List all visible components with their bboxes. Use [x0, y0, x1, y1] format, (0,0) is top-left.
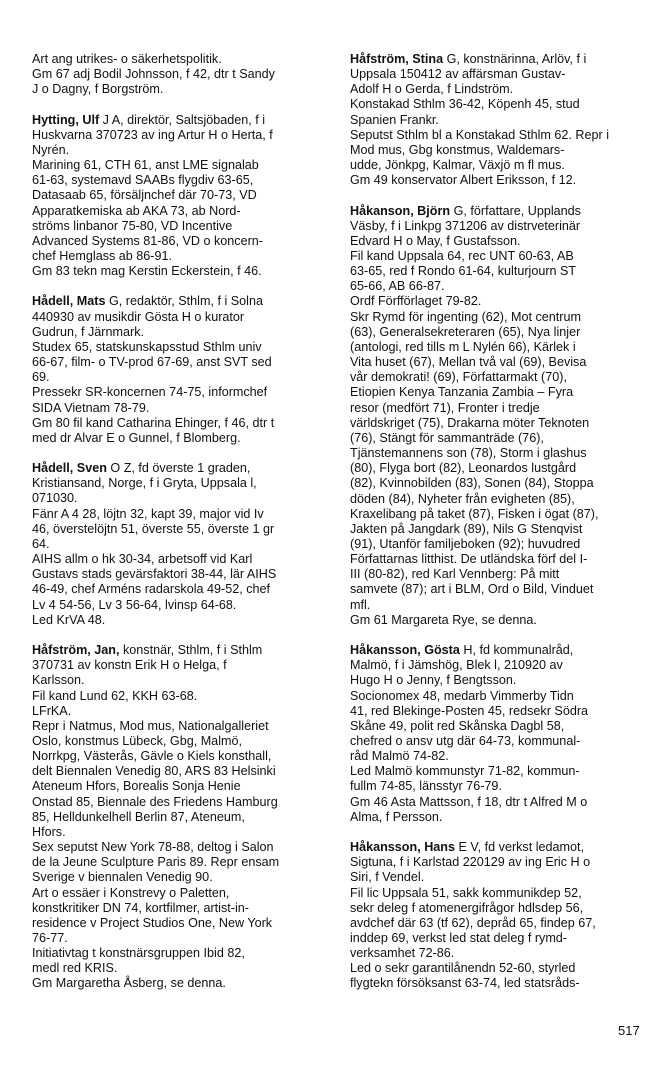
entry-line	[32, 825, 332, 840]
entry-line	[350, 158, 650, 173]
entry-line	[350, 234, 650, 249]
entry-line	[350, 385, 650, 400]
entry-text: Datasaab 65, försäljnchef där 70-73, VD	[32, 188, 257, 203]
entry-line	[350, 734, 650, 749]
entry-name: Håkansson, Hans	[350, 840, 455, 855]
entry-text: fullm 74-85, länsstyr 76-79.	[350, 779, 502, 794]
entry-line	[32, 916, 332, 931]
entry-line	[32, 310, 332, 325]
entry-text: (antologi, red tills m L Nylén 66), Kärlek i	[350, 339, 576, 354]
entry-name: Hådell, Mats	[32, 294, 106, 309]
entry-line	[350, 492, 650, 507]
entry-text: Mod mus, Gbg konstmus, Waldemars-	[350, 142, 565, 157]
entry-text: medl red KRIS.	[32, 961, 118, 976]
entry-line	[32, 689, 332, 704]
entry-text: 66-67, film- o TV-prod 67-69, anst SVT sed	[32, 355, 272, 370]
entry-text: Kristiansand, Norge, f i Gryta, Uppsala l,	[32, 476, 257, 491]
entry-text: LFrKA.	[32, 703, 72, 718]
entry-line	[32, 158, 332, 173]
entry-line	[350, 931, 650, 946]
entry-text: Norrkpg, Västerås, Gävle o Kiels konsthall,	[32, 749, 272, 764]
biography-entry	[32, 113, 332, 280]
entry-line	[32, 779, 332, 794]
entry-line	[350, 249, 650, 264]
entry-text: Ordf Förfförlaget 79-82.	[350, 294, 482, 309]
entry-text: Nyrén.	[32, 142, 70, 157]
entry-line	[32, 507, 332, 522]
entry-line	[350, 294, 650, 309]
entry-line	[350, 461, 650, 476]
entry-text: Konstakad Sthlm 36-42, Köpenh 45, stud	[350, 97, 580, 112]
entry-text: Sex seputst New York 78-88, deltog i Salon	[32, 840, 274, 855]
entry-text: råd Malmö 74-82.	[350, 749, 449, 764]
entry-text: (63), Generalsekreteraren (65), Nya linjer	[350, 324, 581, 339]
entry-line	[350, 552, 650, 567]
biography-entry	[32, 461, 332, 628]
entry-text: Hugo H o Jenny, f Bengtsson.	[350, 673, 517, 688]
entry-line	[350, 264, 650, 279]
entry-text: Socionomex 48, medarb Vimmerby Tidn	[350, 688, 574, 703]
entry-text: 69.	[32, 370, 50, 385]
entry-text: G, redaktör, Sthlm, f i Solna	[105, 294, 263, 309]
biography-entry	[350, 840, 650, 992]
entry-text: SIDA Vietnam 78-79.	[32, 400, 150, 415]
entry-line	[32, 234, 332, 249]
entry-line	[32, 294, 332, 309]
entry-line	[32, 582, 332, 597]
entry-text: Repr i Natmus, Mod mus, Nationalgalleriet	[32, 718, 269, 733]
entry-text: Adolf H o Gerda, f Lindström.	[350, 82, 514, 97]
entry-text: residence v Project Studios One, New York	[32, 915, 273, 930]
entry-text: vår demokrati! (69), Författarmakt (70),	[350, 370, 567, 385]
entry-text: Uppsala 150412 av affärsman Gustav-	[350, 67, 566, 82]
entry-line	[350, 128, 650, 143]
entry-line	[32, 340, 332, 355]
entry-text: Huskvarna 370723 av ing Artur H o Herta, f	[32, 127, 273, 142]
entry-text: 61-63, systemavd SAABs flygdiv 63-65,	[32, 173, 254, 188]
entry-text: Lv 4 54-56, Lv 3 56-64, lvinsp 64-68.	[32, 597, 237, 612]
entry-name: Håkansson, Gösta	[350, 643, 460, 658]
biography-entry	[350, 204, 650, 628]
entry-line	[32, 67, 332, 82]
entry-text: sekr deleg f atomenergifrågor hdlsdep 56,	[350, 900, 584, 915]
entry-line	[32, 704, 332, 719]
entry-text: Led Malmö kommunstyr 71-82, kommun-	[350, 764, 580, 779]
entry-text: 64.	[32, 536, 50, 551]
entry-text: Gm 67 adj Bodil Johnsson, f 42, dtr t Sandy	[32, 67, 275, 82]
entry-line	[32, 522, 332, 537]
entry-line	[350, 370, 650, 385]
entry-text: Apparatkemiska ab AKA 73, ab Nord-	[32, 203, 241, 218]
entry-name: Håkanson, Björn	[350, 203, 451, 218]
entry-line	[32, 976, 332, 991]
entry-line	[350, 598, 650, 613]
entry-text: udde, Jönkpg, Kalmar, Växjö m fl mus.	[350, 158, 565, 173]
entry-line	[32, 901, 332, 916]
entry-text: Skr Rymd för ingenting (62), Mot centrum	[350, 309, 581, 324]
entry-line	[32, 734, 332, 749]
entry-text: Oslo, konstmus Lübeck, Gbg, Malmö,	[32, 733, 242, 748]
entry-line	[32, 416, 332, 431]
entry-line	[350, 416, 650, 431]
entry-text: Gm 80 fil kand Catharina Ehinger, f 46, dtr t	[32, 415, 275, 430]
biography-entry	[350, 643, 650, 825]
entry-line	[32, 385, 332, 400]
entry-line	[32, 82, 332, 97]
entry-line	[350, 810, 650, 825]
entry-text: Vita huset (67), Mellan två val (69), Bevisa	[350, 355, 587, 370]
entry-line	[32, 931, 332, 946]
entry-line	[32, 643, 332, 658]
entry-line	[350, 310, 650, 325]
entry-line	[350, 643, 650, 658]
entry-line	[32, 795, 332, 810]
entry-text: de la Jeune Sculpture Paris 89. Repr ensam	[32, 855, 280, 870]
entry-text: Fil lic Uppsala 51, sakk kommunikdep 52,	[350, 885, 582, 900]
entry-text: Väsby, f i Linkpg 371206 av distrveterinär	[350, 218, 581, 233]
entry-line	[350, 901, 650, 916]
entry-line	[350, 52, 650, 67]
entry-line	[32, 264, 332, 279]
entry-line	[350, 704, 650, 719]
entry-line	[350, 613, 650, 628]
entry-text: Studex 65, statskunskapsstud Sthlm univ	[32, 339, 262, 354]
entry-text: världskriget (75), Drakarna möter Teknoten	[350, 415, 590, 430]
entry-line	[32, 886, 332, 901]
entry-line	[350, 97, 650, 112]
biography-entry	[32, 643, 332, 992]
entry-line	[32, 598, 332, 613]
entry-text: Initiativtag t konstnärsgruppen Ibid 82,	[32, 946, 245, 961]
entry-text: Etiopien Kenya Tanzania Zambia – Fyra	[350, 385, 574, 400]
entry-text: 41, red Blekinge-Posten 45, redsekr Södra	[350, 703, 589, 718]
entry-text: Fil kand Lund 62, KKH 63-68.	[32, 688, 198, 703]
entry-line	[32, 476, 332, 491]
entry-text: E V, fd verkst ledamot,	[455, 840, 585, 855]
entry-text: ströms linbanor 75-80, VD Incentive	[32, 218, 233, 233]
entry-line	[350, 82, 650, 97]
entry-text: Sverige v biennalen Venedig 90.	[32, 870, 213, 885]
entry-line	[350, 476, 650, 491]
entry-line	[350, 355, 650, 370]
entry-line	[32, 658, 332, 673]
entry-line	[350, 67, 650, 82]
entry-text: Gm Margaretha Åsberg, se denna.	[32, 976, 226, 991]
entry-text: delt Biennalen Venedig 80, ARS 83 Helsinki	[32, 764, 276, 779]
entry-text: Siri, f Vendel.	[350, 870, 425, 885]
entry-line	[350, 764, 650, 779]
entry-text: Edvard H o May, f Gustafsson.	[350, 233, 521, 248]
entry-line	[32, 673, 332, 688]
entry-text: Led o sekr garantilånendn 52-60, styrled	[350, 961, 576, 976]
entry-text: resor (medfört 71), Fronter i tredje	[350, 400, 540, 415]
entry-text: III (80-82), red Karl Vennberg: På mitt	[350, 567, 560, 582]
entry-line	[32, 173, 332, 188]
entry-name: Håfström, Jan,	[32, 643, 120, 658]
entry-text: G, konstnärinna, Arlöv, f i	[443, 52, 587, 66]
entry-line	[350, 204, 650, 219]
entry-text: Gm 46 Asta Mattsson, f 18, dtr t Alfred M o	[350, 794, 588, 809]
entry-line	[350, 976, 650, 991]
entry-text: döden (84), Nyheter från evigheten (85),	[350, 491, 575, 506]
entry-line	[350, 582, 650, 597]
entry-line	[350, 886, 650, 901]
entry-line	[350, 946, 650, 961]
entry-text: J A, direktör, Saltsjöbaden, f i	[99, 112, 266, 127]
entry-line	[32, 249, 332, 264]
entry-text: 440930 av musikdir Gösta H o kurator	[32, 309, 245, 324]
entry-line	[350, 173, 650, 188]
entry-line	[350, 840, 650, 855]
biography-entry	[32, 52, 332, 97]
entry-line	[350, 325, 650, 340]
biography-entry	[32, 294, 332, 446]
entry-text: Marining 61, CTH 61, anst LME signalab	[32, 158, 259, 173]
entry-text: 071030.	[32, 491, 78, 506]
entry-line	[350, 401, 650, 416]
entry-line	[350, 507, 650, 522]
entry-line	[350, 113, 650, 128]
entry-text: J o Dagny, f Borgström.	[32, 82, 164, 97]
entry-line	[350, 431, 650, 446]
entry-text: H, fd kommunalråd,	[459, 643, 574, 658]
entry-line	[32, 461, 332, 476]
entry-text: Gustavs stads gevärsfaktori 38-44, lär AIHS	[32, 567, 277, 582]
entry-text: 370731 av konstn Erik H o Helga, f	[32, 658, 227, 673]
entry-text: 46-49, chef Arméns radarskola 49-52, chef	[32, 582, 271, 597]
entry-text: Alma, f Persson.	[350, 809, 443, 824]
entry-line	[350, 916, 650, 931]
entry-text: Författarnas litthist. De utländska förf del I-	[350, 552, 588, 567]
entry-text: 76-77.	[32, 931, 68, 945]
entry-text: Tjänstemannens son (78), Storm i glashus	[350, 446, 587, 461]
entry-line	[350, 537, 650, 552]
entry-line	[32, 749, 332, 764]
entry-text: (82), Kvinnobilden (83), Sonen (84), Stoppa	[350, 476, 594, 491]
entry-text: Jakten på Jangdark (89), Nils G Stenqvist	[350, 521, 583, 536]
entry-text: verksamhet 72-86.	[350, 946, 455, 961]
entry-line	[32, 764, 332, 779]
entry-text: 63-65, red f Rondo 61-64, kulturjourn ST	[350, 264, 577, 279]
entry-line	[350, 673, 650, 688]
biography-entry	[350, 52, 650, 188]
entry-text: O Z, fd överste 1 graden,	[106, 461, 251, 476]
entry-text: 65-66, AB 66-87.	[350, 279, 445, 294]
entry-text: Art o essäer i Konstrevy o Paletten,	[32, 885, 230, 900]
entry-text: Gm 83 tekn mag Kerstin Eckerstein, f 46.	[32, 264, 262, 279]
entry-line	[32, 552, 332, 567]
entry-line	[350, 719, 650, 734]
entry-line	[32, 840, 332, 855]
entry-text: Sigtuna, f i Karlstad 220129 av ing Eric H o	[350, 855, 591, 870]
entry-line	[350, 749, 650, 764]
entry-text: Art ang utrikes- o säkerhetspolitik.	[32, 52, 222, 66]
entry-text: Onstad 85, Biennale des Friedens Hamburg	[32, 794, 278, 809]
entry-text: AIHS allm o hk 30-34, arbetsoff vid Karl	[32, 552, 253, 567]
entry-text: Seputst Sthlm bl a Konstakad Sthlm 62. Repr i	[350, 127, 610, 142]
entry-line	[350, 779, 650, 794]
entry-text: Spanien Frankr.	[350, 112, 439, 127]
entry-line	[350, 340, 650, 355]
entry-text: konstnär, Sthlm, f i Sthlm	[119, 643, 263, 658]
entry-text: 46, överstelöjtn 51, överste 55, överste 1 gr	[32, 521, 275, 536]
entry-line	[32, 567, 332, 582]
right-column	[350, 52, 650, 1007]
entry-text: 85, Helldunkelhell Berlin 87, Ateneum,	[32, 809, 245, 824]
entry-name: Hådell, Sven	[32, 461, 107, 476]
entry-text: flygtekn försöksanst 63-74, led statsråds-	[350, 976, 580, 991]
entry-line	[32, 537, 332, 552]
entry-line	[32, 810, 332, 825]
entry-line	[350, 567, 650, 582]
entry-text: chef Hemglass ab 86-91.	[32, 249, 173, 264]
entry-line	[32, 204, 332, 219]
entry-line	[350, 689, 650, 704]
entry-line	[350, 279, 650, 294]
entry-text: Pressekr SR-koncernen 74-75, informchef	[32, 385, 268, 400]
entry-line	[32, 719, 332, 734]
entry-text: Kraxelibang på taket (87), Fisken i ögat (87),	[350, 506, 599, 521]
entry-text: Malmö, f i Jämshög, Blek l, 210920 av	[350, 658, 563, 673]
entry-line	[32, 113, 332, 128]
entry-line	[32, 325, 332, 340]
entry-line	[32, 855, 332, 870]
entry-line	[32, 219, 332, 234]
entry-text: inddep 69, verkst led stat deleg f rymd-	[350, 931, 568, 946]
entry-line	[32, 613, 332, 628]
entry-line	[32, 870, 332, 885]
entry-text: Gm 49 konservator Albert Eriksson, f 12.	[350, 173, 577, 188]
entry-text: (76), Stängt för sammanträde (76),	[350, 430, 544, 445]
entry-text: (80), Flyga bort (82), Leonardos lustgård	[350, 461, 577, 476]
left-column	[32, 52, 332, 1007]
entry-name: Håfström, Stina	[350, 52, 444, 66]
entry-line	[32, 491, 332, 506]
entry-text: Ateneum Hfors, Borealis Sonja Henie	[32, 779, 241, 794]
entry-text: Fänr A 4 28, löjtn 32, kapt 39, major vid Iv	[32, 506, 264, 521]
entry-line	[350, 219, 650, 234]
entry-line	[32, 128, 332, 143]
entry-line	[350, 522, 650, 537]
entry-text: samvete (87); art i BLM, Ord o Bild, Vinduet	[350, 582, 594, 597]
entry-line	[350, 870, 650, 885]
entry-line	[32, 143, 332, 158]
entry-text: mfl.	[350, 597, 371, 612]
entry-text: konstkritiker DN 74, kortfilmer, artist-in-	[32, 900, 249, 915]
entry-line	[350, 446, 650, 461]
entry-line	[32, 52, 332, 67]
entry-text: Advanced Systems 81-86, VD o koncern-	[32, 233, 263, 248]
entry-text: Karlsson.	[32, 673, 85, 688]
entry-line	[32, 431, 332, 446]
entry-name: Hytting, Ulf	[32, 112, 100, 127]
entry-text: (91), Utanför familjeboken (92); huvudred	[350, 536, 581, 551]
entry-line	[32, 401, 332, 416]
entry-line	[350, 961, 650, 976]
entry-text: med dr Alvar E o Gunnel, f Blomberg.	[32, 430, 241, 445]
entry-line	[350, 143, 650, 158]
entry-text: Gm 61 Margareta Rye, se denna.	[350, 612, 537, 627]
entry-text: Hfors.	[32, 824, 66, 839]
entry-line	[350, 658, 650, 673]
entry-text: Gudrun, f Järnmark.	[32, 324, 144, 339]
entry-text: G, författare, Upplands	[450, 203, 581, 218]
entry-line	[32, 355, 332, 370]
entry-text: Led KrVA 48.	[32, 612, 106, 627]
entry-text: chefred o ansv utg där 64-73, kommunal-	[350, 734, 581, 748]
entry-line	[32, 188, 332, 203]
entry-line	[350, 855, 650, 870]
entry-line	[350, 795, 650, 810]
entry-text: avdchef där 63 (tf 62), depråd 65, findep 67,	[350, 915, 596, 930]
entry-line	[32, 961, 332, 976]
entry-text: Fil kand Uppsala 64, rec UNT 60-63, AB	[350, 249, 574, 264]
page-number: 517	[618, 1023, 640, 1038]
entry-line	[32, 370, 332, 385]
entry-line	[32, 946, 332, 961]
entry-text: Skåne 49, polit red Skånska Dagbl 58,	[350, 718, 565, 733]
